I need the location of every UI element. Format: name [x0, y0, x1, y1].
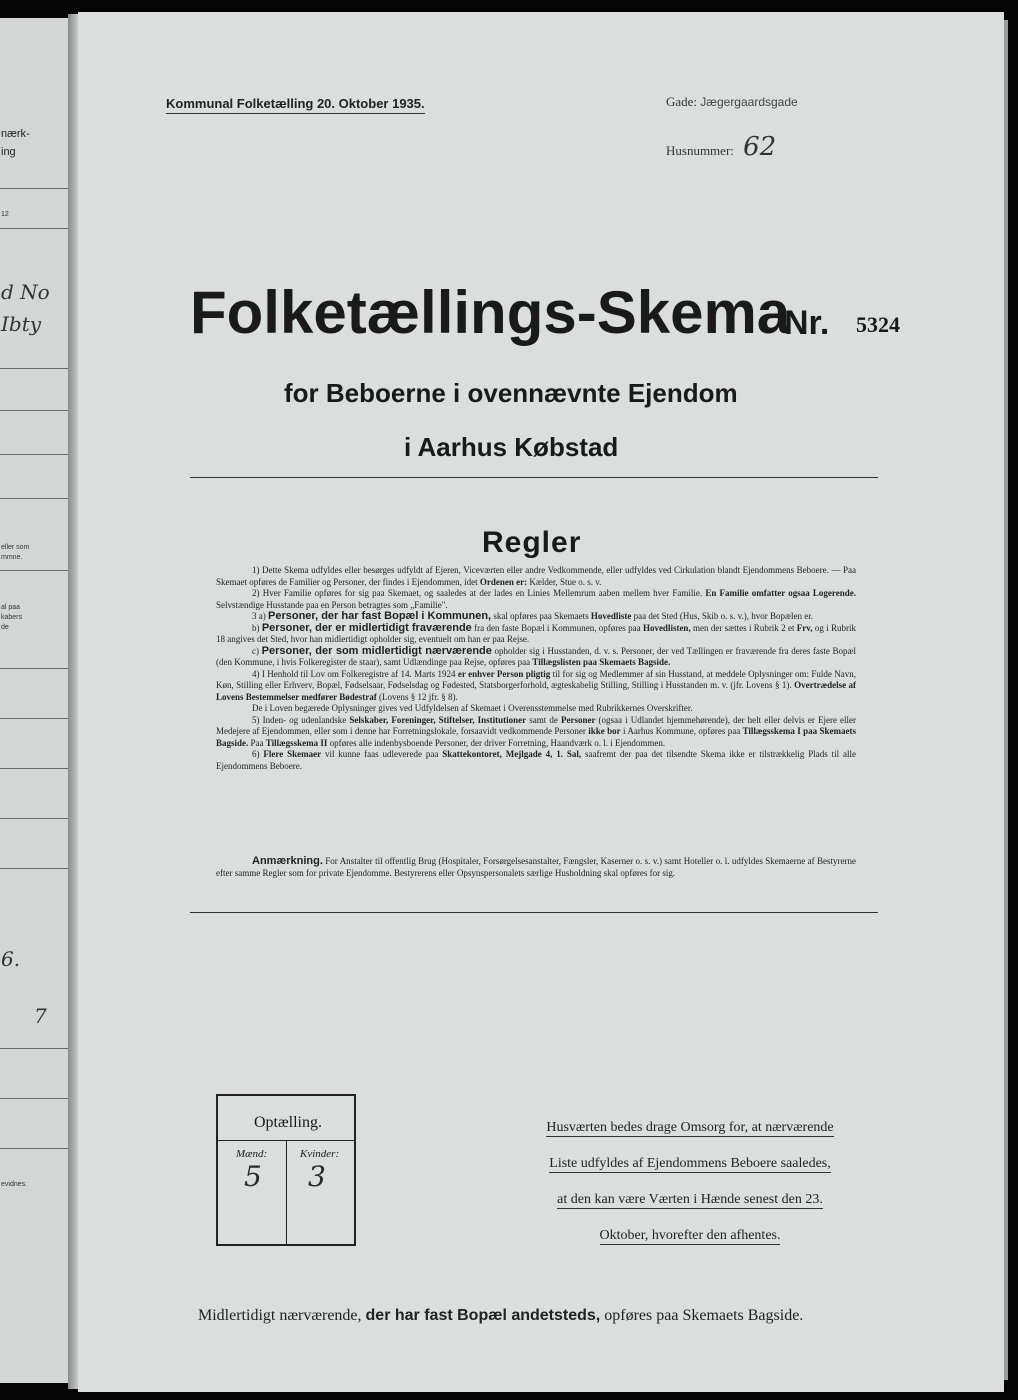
remark: [216, 856, 856, 879]
form-title: Folketællings-Skema: [190, 279, 791, 346]
left-fragment: nærk-: [1, 128, 30, 140]
footer-note: Midlertidigt nærværende, der har fast Bopæl andetsteds, opføres paa Skemaets Bagside.: [198, 1307, 804, 1324]
form-subtitle-city: i Aarhus Købstad: [404, 432, 619, 462]
rule-2: 2) Hver Familie opføres for sig paa Skemaet, og saaledes at der lades en Linies Mellemrum aaben mellem hver Familie. En Familie omfatter ogsaa Logerende. Selvstændige Husstande paa en Person betragtes som „Familie".: [216, 588, 856, 610]
page-gutter: [68, 14, 78, 1389]
men-label: Mænd:: [236, 1148, 268, 1160]
street-field: [666, 94, 798, 110]
left-handwriting: d No: [1, 280, 50, 304]
rule-4-note: De i Loven begærede Oplysninger gives ved Udfyldelsen af Skemaet i Overensstemmelse med Rubrikkernes Overskrifter.: [252, 703, 693, 713]
form-subtitle: for Beboerne i ovennævnte Ejendom: [284, 378, 738, 408]
left-handwriting: Ibty: [1, 312, 42, 336]
left-handwriting: 6.: [1, 947, 21, 971]
form-number-label: Nr.: [784, 304, 830, 342]
count-title: Optælling.: [253, 1114, 322, 1131]
left-fragment: mmne.: [1, 554, 23, 561]
left-fragment: eller som: [1, 544, 30, 551]
left-fragment: al paa: [1, 604, 21, 611]
left-fragment: de: [1, 624, 9, 631]
divider: [190, 912, 878, 913]
left-handwriting: 7: [34, 1004, 47, 1028]
street-value: Jægergaardsgade: [700, 95, 798, 109]
rule-3b: b) Personer, der er midlertidigt fraværende fra den faste Bopæl i Kommunen, opføres paa Hovedlisten, men der sættes i Rubrik 2 et Frv, og i Rubrik 18 angives det Sted, hvor han midlertidigt opholder sig, eventuelt om han er paa Rejse.: [216, 621, 857, 644]
rule-6: 6) Flere Skemaer vil kunne faas udleverede paa Skattekontoret, Mejlgade 4, 1. Sal, saafremt der paa det tilsendte Skema ikke er tilstrækkelig Plads til alle Ejendommens Beboere.: [216, 749, 857, 771]
left-fragment: evidnes.: [1, 1181, 28, 1188]
rule-3c: c) Personer, der som midlertidigt nærværende opholder sig i Husstanden, d. v. s. Personer, der ved Tællingen er fraværende fra deres faste Bopæl (den Kommune, i hvis Folkeregister de staar), samt Udlændinge paa Rejse, opføres paa Tillægslisten paa Skemaets Bagside.: [216, 644, 857, 667]
census-form-page: [78, 12, 1004, 1392]
count-box: [216, 1094, 356, 1246]
left-page-fragment: [0, 18, 68, 1383]
rule-1: 1) Dette Skema udfyldes eller besørges udfyldt af Ejeren, Viceværten eller andre Vedkommende, eller udfyldes ved Cirkulation blandt Ejendommens Beboere. — Paa Skemaet opføres de Familier og Personer, der findes i Ejendommen, idet Ordenen er: Kælder, Stue o. s. v.: [216, 565, 856, 587]
census-header: Kommunal Folketælling 20. Oktober 1935.: [166, 96, 425, 114]
street-label: Gade:: [666, 94, 698, 109]
house-number-label: Husnummer:: [666, 143, 734, 158]
rules-text: [216, 565, 856, 772]
rules-heading: Regler: [482, 526, 582, 559]
left-fragment: 12: [1, 211, 9, 218]
women-label: Kvinder:: [300, 1148, 340, 1160]
men-count: 5: [244, 1160, 262, 1193]
house-number-value: 62: [743, 132, 777, 162]
landlord-instructions: Husværten bedes drage Omsorg for, at nærværende Liste udfyldes af Ejendommens Beboere saaledes, at den kan være Værten i Hænde senest den 23. Oktober, hvorefter den afhentes.: [546, 1120, 834, 1243]
rule-4: 4) I Henhold til Lov om Folkeregistre af 14. Marts 1924 er enhver Person pligtig til for sig og Medlemmer af sin Husstand, at meddele Oplysninger om: Fulde Navn, Køn, Stilling eller Erhverv, Bopæl, Fødselsaar, Fødselsdag og Fødested, Statsborgerforhold, ægteskabelig Stilling, Stilling i Husstanden m. v. (jfr. Lovens § 1). Overtrædelse af Lovens Bestemmelser medfører Bødestraf (Lovens § 12 jfr. § 8).: [216, 668, 857, 702]
left-fragment: kabers: [1, 614, 23, 621]
remark-text: For Anstalter til offentlig Brug (Hospitaler, Forsørgelsesanstalter, Fængsler, Kaserner o. s. v.) samt Hoteller o. l. udfyldes Skemaerne af Bestyrerne efter samme Regler som for private Ejendomme. Bestyrerens eller Opsynspersonalets særlige Husholdning skal opføres for sig.: [216, 856, 856, 878]
house-number-field: [666, 132, 776, 162]
rule-5: 5) Inden- og udenlandske Selskaber, Foreninger, Stiftelser, Institutioner samt de Personer (ogsaa i Udlandet hjemmehørende), der helt eller delvis er Ejere eller Medejere af Ejendommen, eller som i denne har Forretningslokale, forsaavidt vedkommende Personer ikke bor i Aarhus Kommune, opføres paa Tillægsskema I paa Skemaets Bagside. Paa Tillægsskema II opføres alle indenbysboende Personer, der driver Forretning, Haandværk o. l. i Ejendommen.: [216, 714, 857, 748]
women-count: 3: [308, 1160, 326, 1193]
remark-label: Anmærkning.: [252, 855, 323, 867]
divider: [190, 477, 878, 478]
form-number-value: 5324: [856, 312, 900, 337]
left-fragment: ing: [1, 146, 16, 158]
rule-3a: 3 a) Personer, der har fast Bopæl i Kommunen, skal opføres paa Skemaets Hovedliste paa det Sted (Hus, Skib o. s. v.), hvor Bopælen er.: [252, 610, 813, 622]
